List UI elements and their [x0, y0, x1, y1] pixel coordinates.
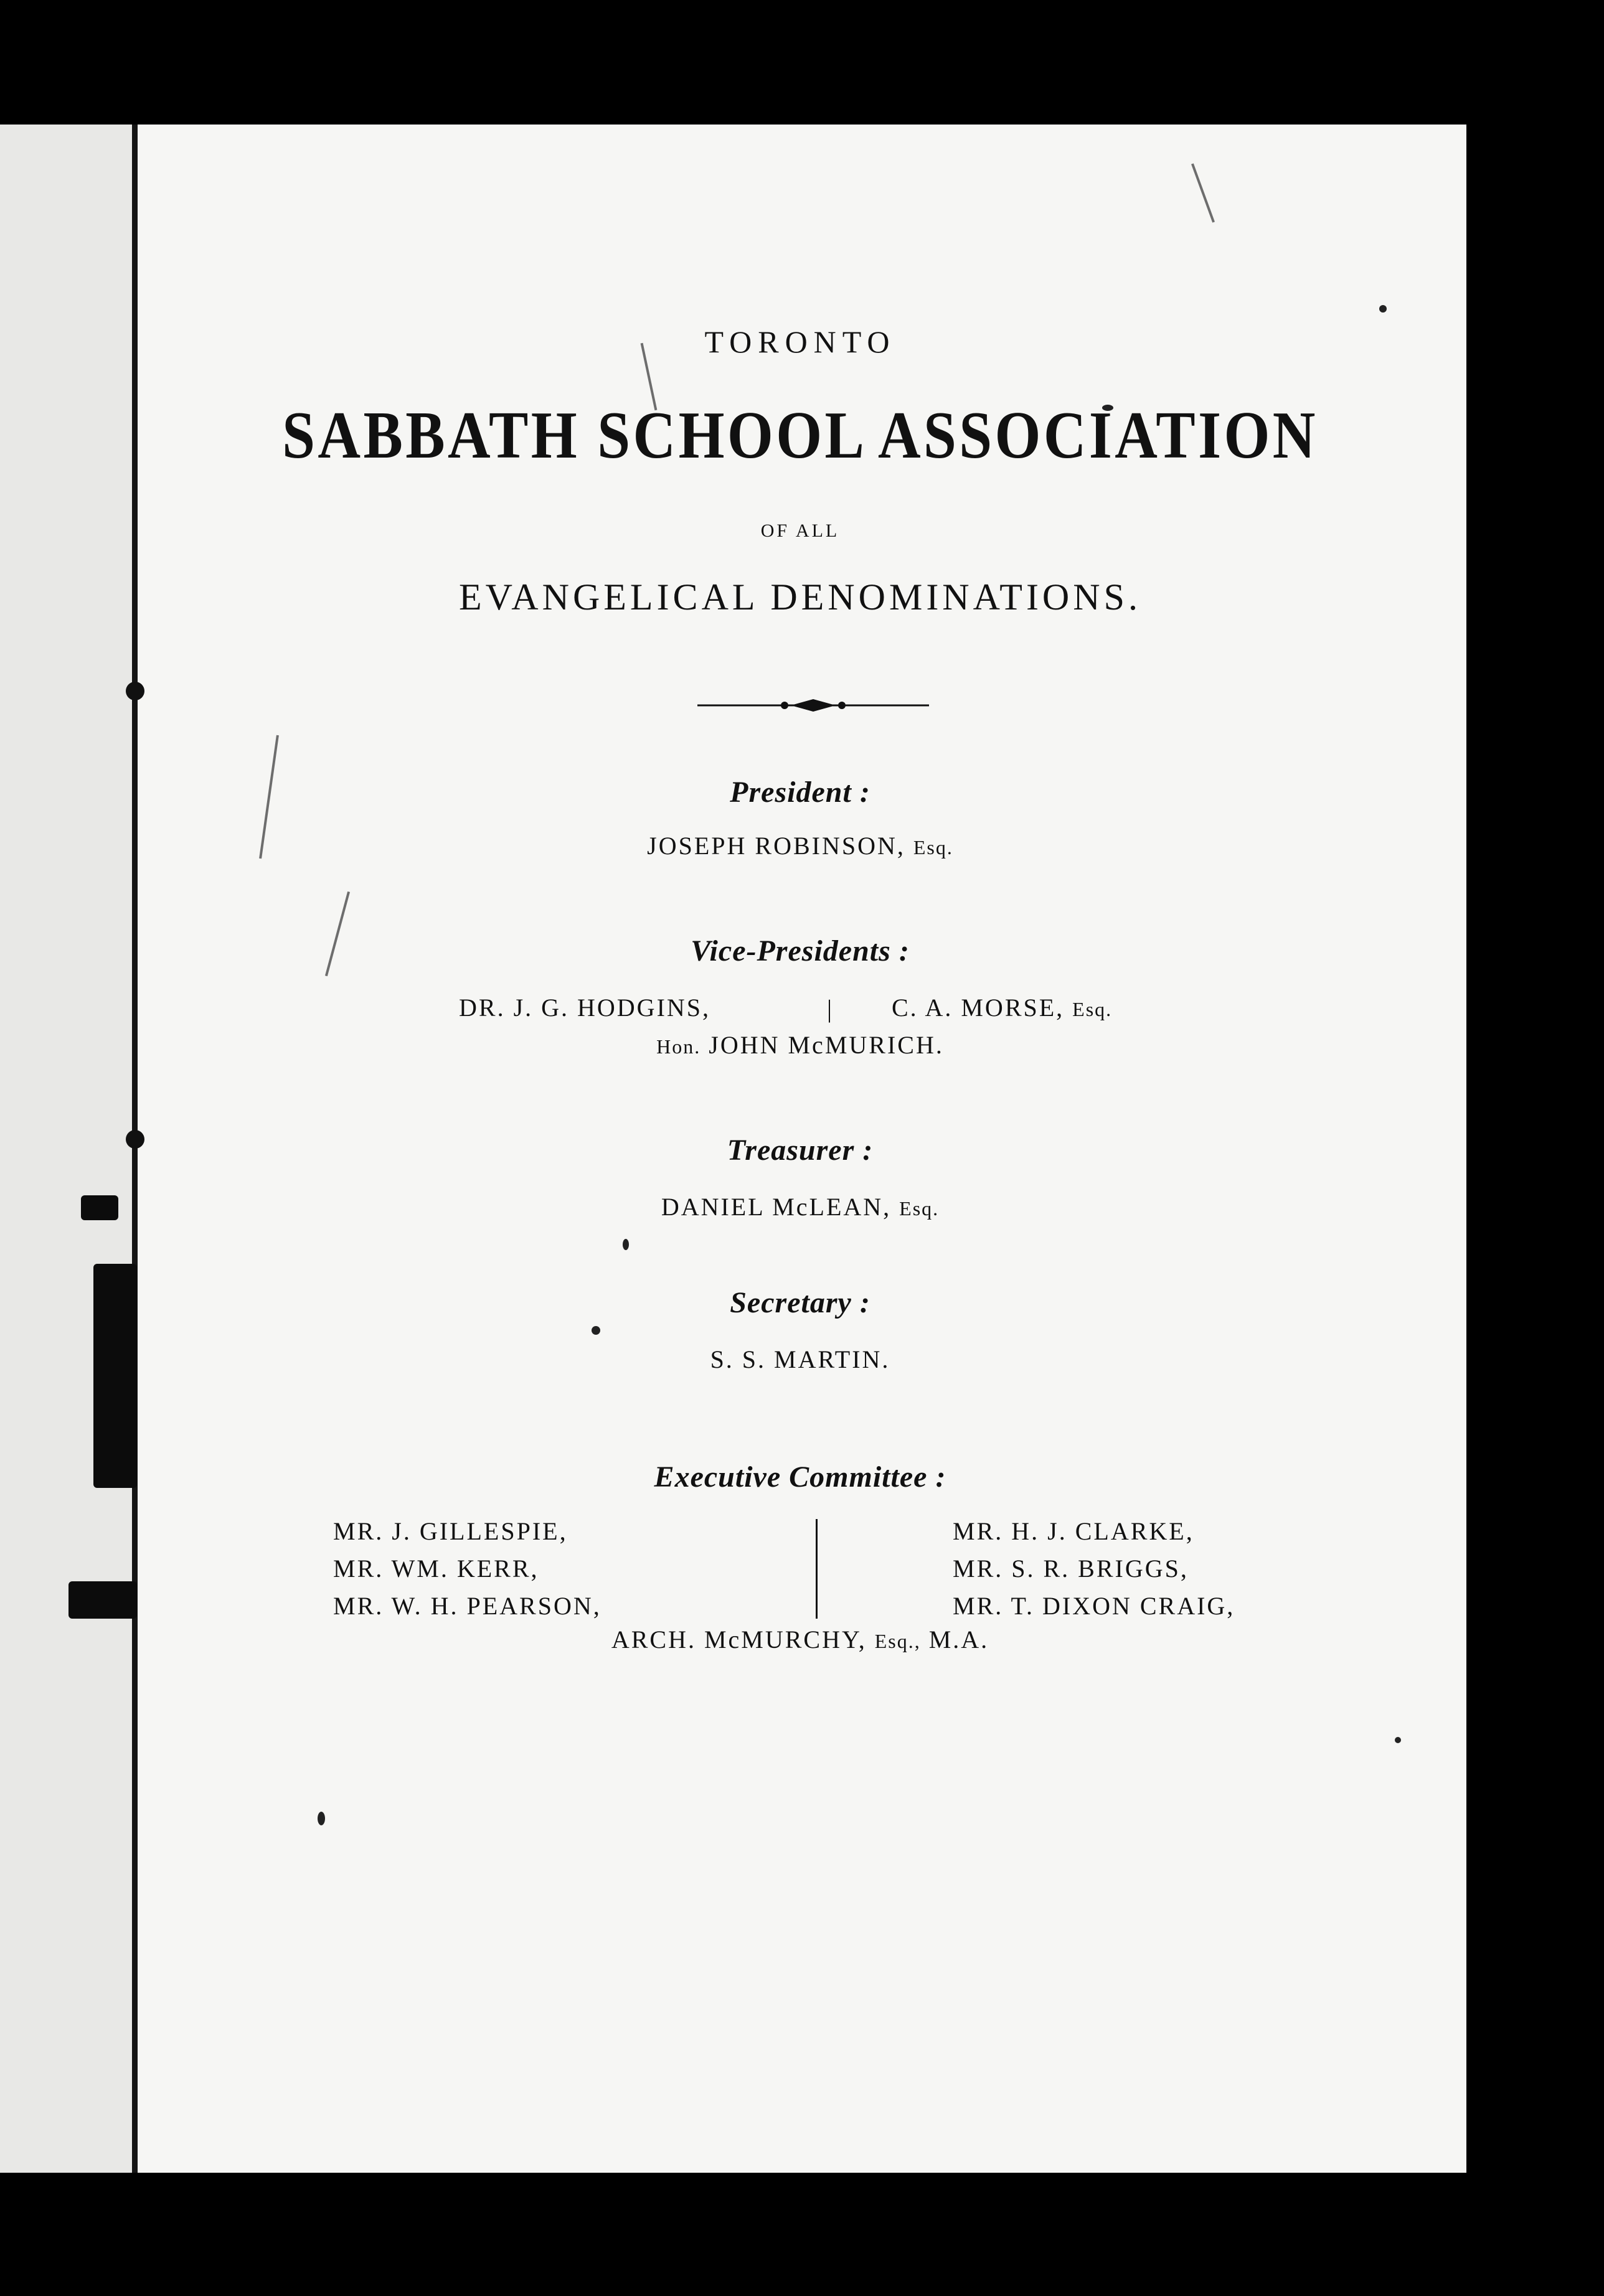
vice-president-separator: | — [827, 995, 834, 1023]
president-suffix: Esq. — [913, 836, 953, 859]
committee-member: MR. J. GILLESPIE, — [333, 1517, 568, 1545]
committee-member: MR. T. DIXON CRAIG, — [953, 1592, 1235, 1620]
page-title: SABBATH SCHOOL ASSOCIATION — [282, 398, 1318, 473]
paper-scratch — [1191, 163, 1215, 222]
committee-right-column — [953, 1513, 1235, 1625]
city-name: TORONTO — [704, 324, 896, 359]
president-heading: President : — [730, 776, 870, 809]
committee-final-member — [134, 1625, 1466, 1654]
vice-presidents-heading: Vice-Presidents : — [691, 934, 910, 967]
vice-president-right-suffix: Esq. — [1072, 998, 1113, 1020]
paper-speck — [318, 1812, 325, 1825]
paper-speck — [1395, 1737, 1401, 1743]
ink-smudge — [68, 1581, 137, 1619]
president-name-line — [134, 831, 1466, 860]
ink-smudge — [81, 1195, 118, 1220]
committee-member: MR. S. R. BRIGGS, — [953, 1555, 1189, 1583]
committee-member: MR. H. J. CLARKE, — [953, 1517, 1194, 1545]
committee-final-degree: M.A. — [928, 1626, 989, 1654]
page-subtitle: EVANGELICAL DENOMINATIONS. — [459, 576, 1141, 618]
secretary-heading: Secretary : — [730, 1286, 870, 1319]
executive-committee-heading: Executive Committee : — [654, 1461, 946, 1494]
gutter-shade — [0, 125, 134, 2173]
vice-president-left: DR. J. G. HODGINS, — [459, 994, 711, 1022]
of-all-line: OF ALL — [760, 520, 840, 541]
ornament-divider — [697, 694, 929, 717]
committee-member: MR. W. H. PEARSON, — [333, 1592, 602, 1620]
paper-speck — [592, 1326, 600, 1335]
vice-president-hon-name: JOHN McMURICH. — [709, 1031, 944, 1059]
binding-knot-upper — [126, 682, 144, 700]
paper-speck — [623, 1239, 629, 1250]
treasurer-name: DANIEL McLEAN, — [661, 1193, 892, 1221]
vice-president-right-name: C. A. MORSE, — [892, 994, 1065, 1022]
ink-smudge — [93, 1264, 137, 1488]
committee-divider — [816, 1519, 818, 1619]
vice-presidents-row — [436, 993, 1245, 1030]
paper-speck — [1379, 305, 1387, 313]
treasurer-suffix: Esq. — [899, 1197, 940, 1220]
committee-final-suffix: Esq., — [874, 1630, 921, 1652]
vice-president-hon-prefix: Hon. — [656, 1035, 701, 1058]
committee-final-name: ARCH. McMURCHY, — [611, 1626, 867, 1654]
treasurer-name-line — [134, 1192, 1466, 1221]
vice-president-hon-line — [134, 1030, 1466, 1060]
president-name: JOSEPH ROBINSON, — [647, 832, 905, 860]
committee-member: MR. WM. KERR, — [333, 1555, 539, 1583]
vice-president-right — [892, 993, 1112, 1022]
secretary-name: S. S. MARTIN. — [710, 1345, 890, 1373]
committee-left-column — [333, 1513, 602, 1625]
treasurer-heading: Treasurer : — [727, 1134, 874, 1167]
